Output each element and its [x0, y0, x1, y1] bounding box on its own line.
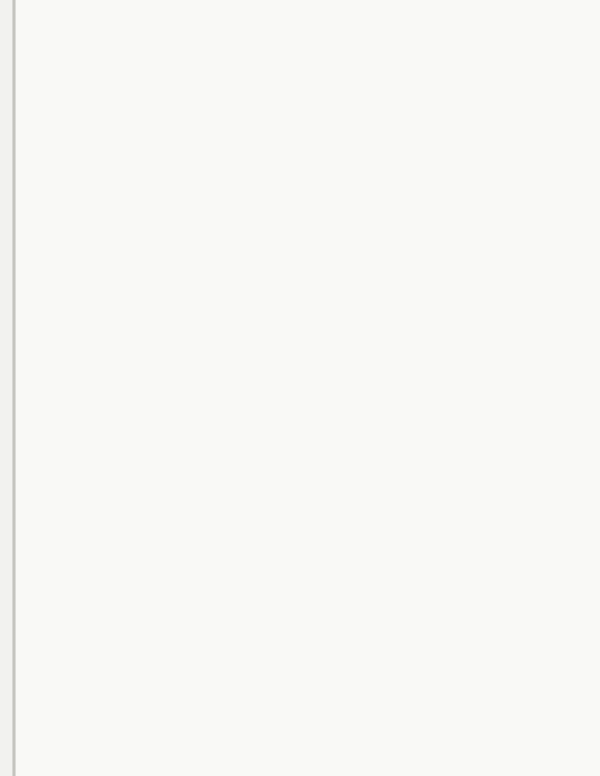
letter-page [15, 0, 600, 776]
scan-page-edge [12, 0, 16, 776]
